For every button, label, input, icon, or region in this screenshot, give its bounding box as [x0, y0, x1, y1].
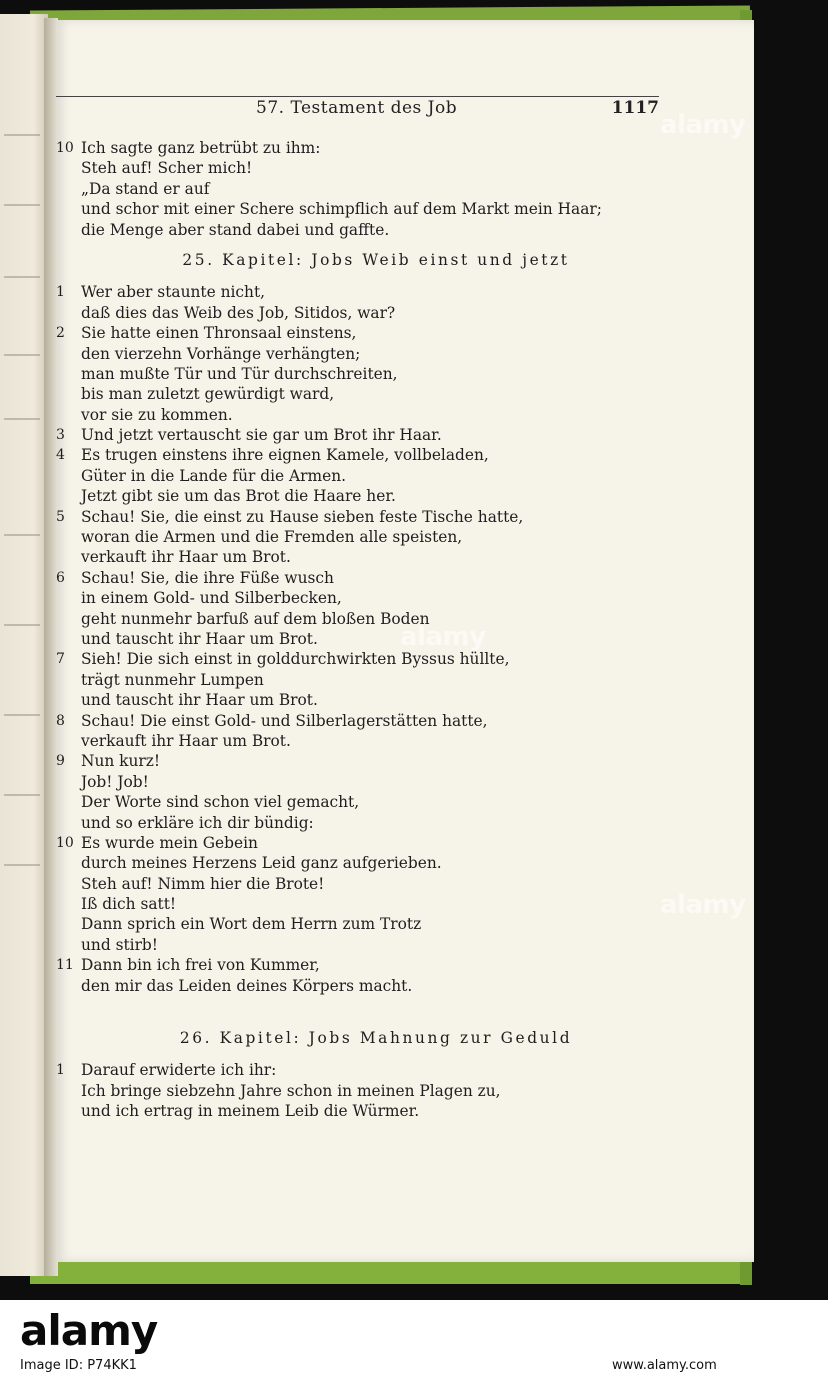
book-cover-bottom: [30, 1262, 740, 1284]
verse-number: 10: [56, 140, 74, 156]
verse-number: 7: [56, 651, 65, 668]
verse-line: [56, 955, 666, 975]
verse-line: [56, 220, 666, 240]
watermark-logo: alamy: [400, 622, 486, 652]
verse-text: den mir das Leiden deines Körpers macht.: [81, 976, 413, 995]
verse-number: 8: [56, 712, 65, 729]
verse-line: [56, 772, 666, 792]
verse-number: 9: [56, 753, 65, 770]
page-body: [56, 138, 666, 1122]
verse-text: Sieh! Die sich einst in golddurchwirkten Byssus hüllte,: [81, 650, 510, 669]
verse-line: [56, 833, 666, 853]
verse-text: und tauscht ihr Haar um Brot.: [81, 691, 318, 710]
verse-line: [56, 649, 666, 669]
verse-line: [56, 711, 666, 731]
verse-number: 1: [56, 284, 65, 301]
verse-text: „Da stand er auf: [81, 179, 210, 198]
verse-number: 1: [56, 1062, 65, 1079]
verse-text: Es wurde mein Gebein: [81, 833, 258, 852]
image-id-label: Image ID: P74KK1: [20, 1358, 137, 1373]
verse-text: Schau! Sie, die einst zu Hause sieben feste Tische hatte,: [81, 507, 524, 526]
verse-text: in einem Gold- und Silberbecken,: [81, 589, 342, 608]
verse-text: trägt nunmehr Lumpen: [81, 670, 264, 689]
chapter-heading: 25. Kapitel: Jobs Weib einst und jetzt: [182, 250, 570, 269]
verse-line: [56, 486, 666, 506]
verse-line: [56, 384, 666, 404]
verse-line: [56, 445, 666, 465]
verse-text: Güter in die Lande für die Armen.: [81, 466, 347, 485]
verse-text: Steh auf! Nimm hier die Brote!: [81, 874, 325, 893]
verse-number: 10: [56, 834, 74, 851]
verse-line: [56, 976, 666, 996]
verse-text: Darauf erwiderte ich ihr:: [81, 1061, 277, 1080]
verse-line: [56, 1060, 666, 1080]
watermark-logo: alamy: [660, 110, 746, 140]
verse-line: [56, 405, 666, 425]
verse-text: durch meines Herzens Leid ganz aufgerieben.: [81, 854, 442, 873]
verse-line: [56, 690, 666, 710]
header-rule: [56, 96, 659, 97]
watermark-site: www.alamy.com: [612, 1358, 717, 1373]
verse-number: 4: [56, 447, 65, 464]
page-header: [56, 98, 659, 122]
verse-line: [56, 914, 666, 934]
verse-text: Iß dich satt!: [81, 895, 177, 914]
verse-line: [56, 874, 666, 894]
verse-text: die Menge aber stand dabei und gaffte.: [81, 220, 390, 239]
running-title: 57. Testament des Job: [256, 98, 458, 118]
verse-text: verkauft ihr Haar um Brot.: [81, 731, 291, 750]
verse-line: [56, 935, 666, 955]
verse-text: Dann bin ich frei von Kummer,: [81, 956, 320, 975]
verse-text: und ich ertrag in meinem Leib die Würmer.: [81, 1102, 420, 1121]
verse-line: [56, 344, 666, 364]
verse-line: [56, 731, 666, 751]
verse-text: Sie hatte einen Thronsaal einstens,: [81, 324, 357, 343]
watermark-brand: alamy: [20, 1306, 158, 1355]
verse-text: verkauft ihr Haar um Brot.: [81, 548, 291, 567]
verse-text: Nun kurz!: [81, 752, 161, 771]
verse-text: Der Worte sind schon viel gemacht,: [81, 793, 360, 812]
verse-line: [56, 751, 666, 771]
verse-text: und schor mit einer Schere schimpflich auf dem Markt mein Haar;: [81, 200, 602, 219]
verse-line: [56, 792, 666, 812]
verse-text: Job! Job!: [81, 772, 149, 791]
verse-text: Es trugen einstens ihre eignen Kamele, vollbeladen,: [81, 446, 489, 465]
verse-line: [56, 547, 666, 567]
verse-text: Schau! Die einst Gold- und Silberlagerstätten hatte,: [81, 711, 488, 730]
verse-line: [56, 425, 666, 445]
verse-line: [56, 282, 666, 302]
verse-line: [56, 813, 666, 833]
verse-line: [56, 364, 666, 384]
verse-text: Ich bringe siebzehn Jahre schon in meinen Plagen zu,: [81, 1081, 501, 1100]
show-through-text: [656, 150, 816, 1130]
verse-number: 3: [56, 427, 65, 444]
verse-text: den vierzehn Vorhänge verhängten;: [81, 344, 361, 363]
verse-text: und so erkläre ich dir bündig:: [81, 813, 314, 832]
verse-text: Dann sprich ein Wort dem Herrn zum Trotz: [81, 915, 422, 934]
verse-line: [56, 670, 666, 690]
verse-line: [56, 609, 666, 629]
verse-line: [56, 303, 666, 323]
facing-page: [0, 14, 48, 1276]
verse-line: [56, 323, 666, 343]
verse-text: Ich sagte ganz betrübt zu ihm:: [81, 139, 321, 157]
verse-text: Wer aber staunte nicht,: [81, 283, 266, 302]
verse-line: [56, 1101, 666, 1121]
verse-number: 5: [56, 508, 65, 525]
verse-line: [56, 138, 666, 158]
verse-line: [56, 199, 666, 219]
verse-text: Und jetzt vertauscht sie gar um Brot ihr Haar.: [81, 426, 442, 445]
verse-text: und stirb!: [81, 935, 158, 954]
verse-number: 2: [56, 325, 65, 342]
verse-text: Steh auf! Scher mich!: [81, 159, 253, 178]
verse-text: woran die Armen und die Fremden alle speisten,: [81, 528, 463, 547]
verse-line: [56, 894, 666, 914]
verse-line: [56, 568, 666, 588]
verse-line: [56, 1081, 666, 1101]
verse-number: 6: [56, 569, 65, 586]
verse-line: [56, 466, 666, 486]
verse-text: geht nunmehr barfuß auf dem bloßen Boden: [81, 609, 430, 628]
verse-text: Jetzt gibt sie um das Brot die Haare her.: [81, 487, 396, 506]
verse-text: bis man zuletzt gewürdigt ward,: [81, 385, 335, 404]
page-number: 1117: [611, 98, 659, 118]
watermark-logo: alamy: [660, 890, 746, 920]
verse-line: [56, 158, 666, 178]
chapter-heading: 26. Kapitel: Jobs Mahnung zur Geduld: [179, 1029, 573, 1048]
verse-line: [56, 588, 666, 608]
verse-text: und tauscht ihr Haar um Brot.: [81, 630, 318, 648]
verse-number: 11: [56, 957, 74, 974]
verse-line: [56, 629, 666, 649]
verse-line: [56, 527, 666, 547]
verse-line: [56, 853, 666, 873]
verse-text: vor sie zu kommen.: [81, 405, 233, 424]
verse-line: [56, 507, 666, 527]
verse-text: daß dies das Weib des Job, Sitidos, war?: [81, 303, 396, 322]
verse-text: man mußte Tür und Tür durchschreiten,: [81, 364, 398, 383]
verse-line: [56, 179, 666, 199]
verse-text: Schau! Sie, die ihre Füße wusch: [81, 568, 334, 587]
